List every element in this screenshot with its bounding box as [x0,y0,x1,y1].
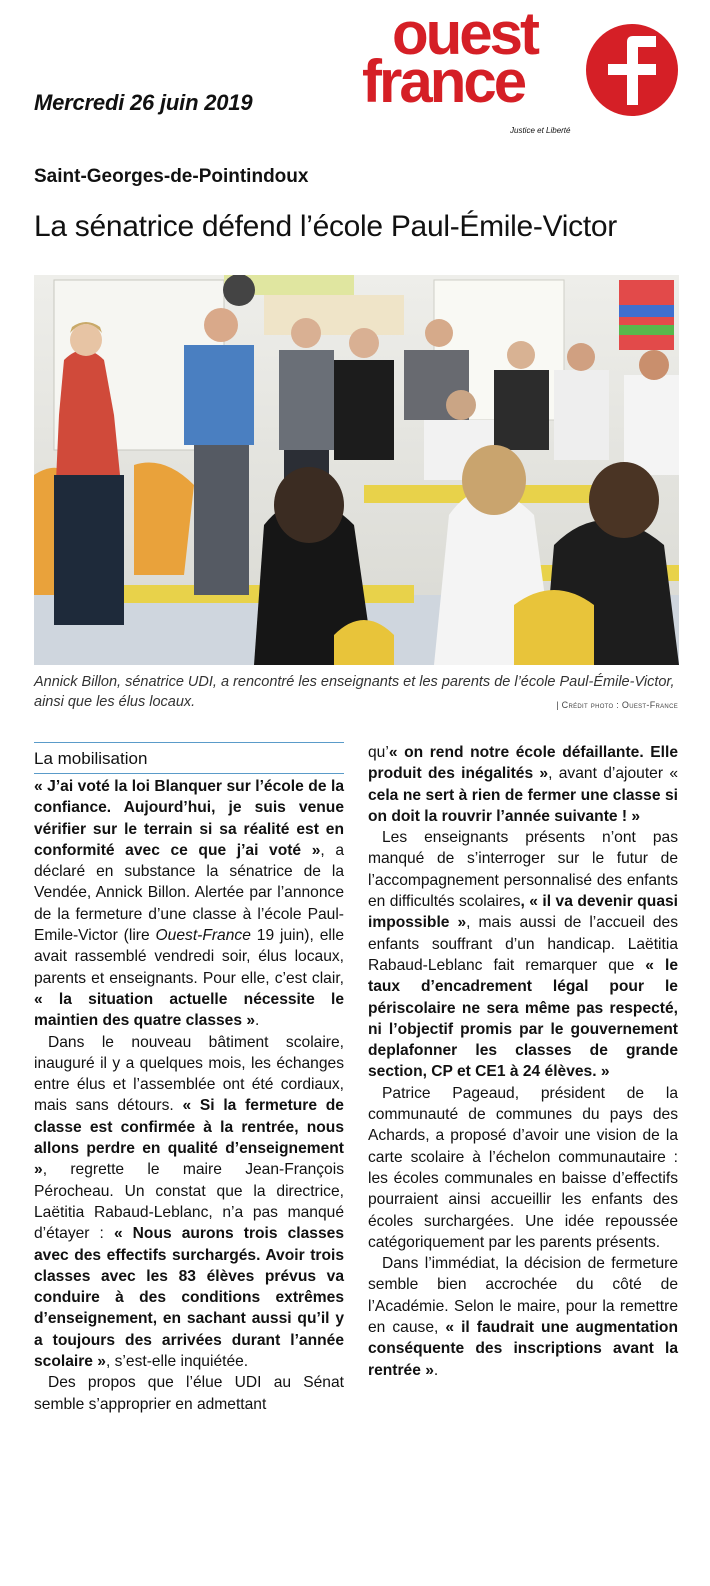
article-subhead: La mobilisation [34,743,344,774]
paragraph: « J’ai voté la loi Blanquer sur l’école de la confiance. Aujourd’hui, je suis venue vérifier sur le terrain si sa réalité est en conformité avec ce que j’ai voté », a déclaré en substance la sénatrice de la Vendée, Annick Billon. Alertée par l’annonce de la fermeture d’une classe à l’école Paul-Emile-Victor (lire Ouest-France 19 juin), elle avait rassemblé vendredi soir, élus locaux, parents et enseignants. Pour elle, c’est clair, « la situation actuelle nécessite le maintien des quatre classes ». [34,778,345,1030]
article-photo [34,275,679,665]
article-locality: Saint-Georges-de-Pointindoux [34,166,309,187]
logo-word-ouest: ouest [392,0,538,67]
logo-circle-icon [586,24,678,116]
paragraph: Dans l’immédiat, la décision de fermeture semble bien accrochée du côté de l’Académie. Selon le maire, pour la remettre en cause, « il faudrait une augmentation conséquente des inscriptions avant la rentrée ». [368,1255,678,1379]
logo-tagline: Justice et Liberté [510,126,571,135]
paragraph: Patrice Pageaud, président de la communauté de communes du pays des Achards, a proposé d’avoir une vision de la carte scolaire à l’échelon communautaire : les écoles communales en baisse d’effectifs pourraient ainsi accueillir les enfants des écoles surchargées. Une idée repoussée catégoriquement par les parents présents. [368,1084,678,1251]
paragraph: Des propos que l’élue UDI au Sénat semble s’approprier en admettant [34,1374,344,1413]
article-column-2 [368,742,678,1381]
photo-caption: Annick Billon, sénatrice UDI, a rencontré les enseignants et les parents de l’école Paul-Émile-Victor, ainsi que les élus locaux. [34,674,675,710]
paragraph: Les enseignants présents n’ont pas manqué de s’interroger sur le futur de l’accompagnement personnalisé des enfants en difficultés scolaires, « il va devenir quasi impossible », mais aussi de l’accueil des enfants souffrant d’un handicap. Laëtitia Rabaud-Leblanc fait remarquer que « le taux d’encadrement légal pour le périscolaire ne sera même pas respecté, ni l’objectif promis par le gouvernement deplafonner les classes de grande section, CP et CE1 à 24 élèves. » [368,829,679,1081]
logo-word-france: france [362,48,525,115]
paragraph: qu’« on rend notre école défaillante. Elle produit des inégalités », avant d’ajouter « cela ne sert à rien de fermer une classe si on doit la rouvrir l’année suivante ! » [368,744,679,825]
photo-credit: | Crédit photo : Ouest-France [556,700,678,710]
paragraph: Dans le nouveau bâtiment scolaire, inauguré il y a quelques mois, les échanges entre élus et l’assemblée ont été cordiaux, mais sans détours. « Si la fermeture de classe est confirmée à la rentrée, nous allons perdre en qualité d’enseignement », regrette le maire Jean-François Pérocheau. Un constat que la directrice, Laëtitia Rabaud-Leblanc, n’a pas manqué d’étayer : « Nous aurons trois classes avec des effectifs surchargés. Avoir trois classes avec les 83 élèves prévus va conduire à des conditions extrêmes d’enseignement, en sachant aussi qu’il y a toujours des arrivées durant l’année scolaire », s’est-elle inquiétée. [34,1033,344,1371]
article-headline: La sénatrice défend l’école Paul-Émile-Victor [34,210,617,243]
publication-date: Mercredi 26 juin 2019 [34,90,253,115]
article-column-1 [34,742,344,1415]
ouest-france-logo [362,0,538,115]
